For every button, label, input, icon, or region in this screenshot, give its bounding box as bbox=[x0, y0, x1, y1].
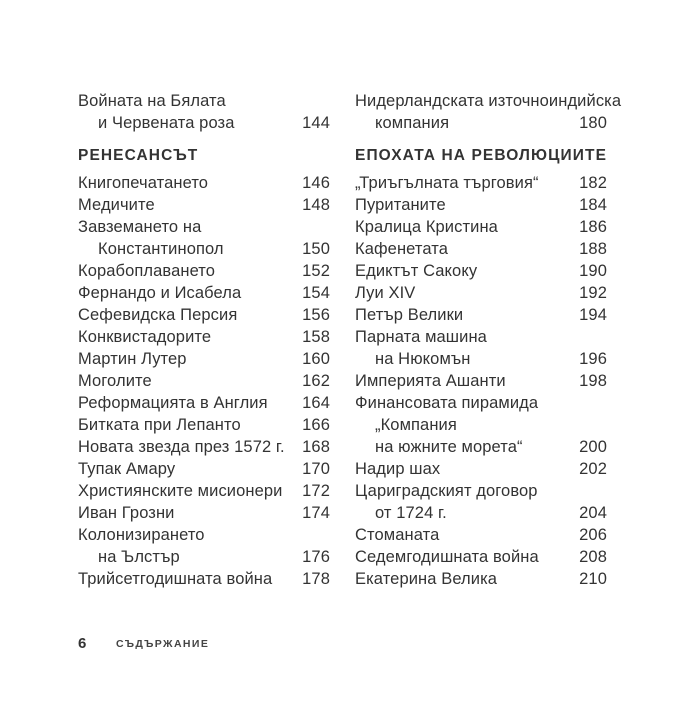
toc-entry-title: Луи XIV bbox=[355, 284, 416, 302]
toc-entry bbox=[78, 370, 330, 392]
toc-entry bbox=[78, 546, 330, 568]
toc-entry bbox=[78, 480, 330, 502]
toc-entry-page: 192 bbox=[579, 284, 607, 302]
toc-entry bbox=[78, 216, 330, 238]
toc-entry-page: 208 bbox=[579, 548, 607, 566]
toc-entry bbox=[78, 502, 330, 524]
toc-entry-title: Цариградският договор bbox=[355, 482, 538, 500]
toc-entry bbox=[355, 282, 607, 304]
toc-entry bbox=[78, 414, 330, 436]
toc-entry bbox=[78, 282, 330, 304]
toc-entry-title: на южните морета“ bbox=[375, 438, 523, 456]
toc-entry-page: 166 bbox=[302, 416, 330, 434]
toc-entry bbox=[78, 392, 330, 414]
toc-entry-title: на Нюкомън bbox=[375, 350, 471, 368]
toc-entry-title: Мартин Лутер bbox=[78, 350, 187, 368]
toc-entry-title: Новата звезда през 1572 г. bbox=[78, 438, 285, 456]
toc-entry-page: 160 bbox=[302, 350, 330, 368]
toc-entry-page: 198 bbox=[579, 372, 607, 390]
toc-entry bbox=[78, 458, 330, 480]
section-heading: РЕНЕСАНСЪТ bbox=[78, 147, 199, 164]
toc-entry-page: 174 bbox=[302, 504, 330, 522]
toc-entry bbox=[78, 568, 330, 590]
toc-entry-title: Кралица Кристина bbox=[355, 218, 498, 236]
toc-entry-title: Християнските мисионери bbox=[78, 482, 283, 500]
toc-entry-page: 180 bbox=[579, 114, 607, 132]
toc-entry bbox=[78, 238, 330, 260]
toc-entry-page: 154 bbox=[302, 284, 330, 302]
toc-entry bbox=[355, 370, 607, 392]
toc-entry bbox=[355, 502, 607, 524]
toc-entry bbox=[355, 216, 607, 238]
section-heading: ЕПОХАТА НА РЕВОЛЮЦИИТЕ bbox=[355, 147, 608, 164]
toc-entry bbox=[78, 436, 330, 458]
toc-entry bbox=[355, 480, 607, 502]
toc-entry-page: 164 bbox=[302, 394, 330, 412]
toc-entry-title: Иван Грозни bbox=[78, 504, 175, 522]
toc-entry-title: Конквистадорите bbox=[78, 328, 212, 346]
toc-entry bbox=[355, 436, 607, 458]
toc-entry-page: 146 bbox=[302, 174, 330, 192]
toc-entry-page: 162 bbox=[302, 372, 330, 390]
toc-entry-title: Моголите bbox=[78, 372, 152, 390]
toc-entry bbox=[355, 238, 607, 260]
toc-entry-title: Нидерландската източноиндийска bbox=[355, 92, 622, 110]
toc-entry-page: 200 bbox=[579, 438, 607, 456]
toc-entry-title: Медичите bbox=[78, 196, 155, 214]
toc-entry bbox=[355, 90, 622, 112]
page-number: 6 bbox=[78, 635, 87, 652]
toc-entry-title: Корабоплаването bbox=[78, 262, 216, 280]
toc-entry-title: Трийсетгодишната война bbox=[78, 570, 273, 588]
toc-entry-title: Сефевидска Персия bbox=[78, 306, 238, 324]
toc-entry-page: 158 bbox=[302, 328, 330, 346]
toc-entry-page: 206 bbox=[579, 526, 607, 544]
toc-entry-page: 194 bbox=[579, 306, 607, 324]
toc-entry bbox=[78, 172, 330, 194]
toc-entry-title: Финансовата пирамида bbox=[355, 394, 539, 412]
toc-entry bbox=[355, 326, 607, 348]
toc-entry-page: 188 bbox=[579, 240, 607, 258]
toc-entry-page: 150 bbox=[302, 240, 330, 258]
toc-entry bbox=[78, 194, 330, 216]
toc-entry-page: 168 bbox=[302, 438, 330, 456]
toc-entry-page: 196 bbox=[579, 350, 607, 368]
toc-entry bbox=[78, 90, 330, 112]
toc-entry bbox=[78, 304, 330, 326]
toc-entry-title: Книгопечатането bbox=[78, 174, 209, 192]
toc-entry-title: Колонизирането bbox=[78, 526, 205, 544]
toc-entry-title: и Червената роза bbox=[98, 114, 235, 132]
toc-entry-title: Империята Ашанти bbox=[355, 372, 506, 390]
toc-entry-title: „Компания bbox=[375, 416, 457, 434]
toc-entry-title: Реформацията в Англия bbox=[78, 394, 268, 412]
toc-entry-title: Едиктът Сакоку bbox=[355, 262, 478, 280]
toc-entry-title: „Триъгълната търговия“ bbox=[355, 174, 539, 192]
toc-entry-page: 148 bbox=[302, 196, 330, 214]
toc-entry bbox=[355, 194, 607, 216]
page-footer bbox=[78, 633, 210, 655]
toc-entry-page: 144 bbox=[302, 114, 330, 132]
toc-entry-title: Пуританите bbox=[355, 196, 446, 214]
toc-entry bbox=[355, 414, 607, 436]
toc-entry bbox=[78, 260, 330, 282]
toc-entry-page: 172 bbox=[302, 482, 330, 500]
toc-entry-title: Константинопол bbox=[98, 240, 224, 258]
toc-entry bbox=[355, 546, 607, 568]
toc-entry bbox=[78, 348, 330, 370]
toc-entry-page: 156 bbox=[302, 306, 330, 324]
toc-entry-page: 182 bbox=[579, 174, 607, 192]
toc-entry-title: Седемгодишната война bbox=[355, 548, 539, 566]
toc-entry-title: Екатерина Велика bbox=[355, 570, 498, 588]
toc-entry-page: 170 bbox=[302, 460, 330, 478]
toc-entry bbox=[78, 112, 330, 134]
toc-entry-title: Надир шах bbox=[355, 460, 441, 478]
toc-entry-title: Стоманата bbox=[355, 526, 440, 544]
toc-entry-title: компания bbox=[375, 114, 450, 132]
toc-entry-page: 176 bbox=[302, 548, 330, 566]
toc-entry bbox=[355, 524, 607, 546]
toc-entry bbox=[355, 304, 607, 326]
toc-entry bbox=[355, 172, 607, 194]
toc-entry-title: от 1724 г. bbox=[375, 504, 447, 522]
toc-entry-title: Фернандо и Исабела bbox=[78, 284, 242, 302]
toc-entry-page: 204 bbox=[579, 504, 607, 522]
toc-entry bbox=[78, 524, 330, 546]
toc-entry-title: Петър Велики bbox=[355, 306, 464, 324]
toc-entry bbox=[355, 348, 607, 370]
toc-entry-page: 210 bbox=[579, 570, 607, 588]
toc-entry-title: Тупак Амару bbox=[78, 460, 176, 478]
toc-entry bbox=[355, 568, 607, 590]
toc-entry-title: Битката при Лепанто bbox=[78, 416, 241, 434]
toc-entry-page: 186 bbox=[579, 218, 607, 236]
toc-entry-page: 178 bbox=[302, 570, 330, 588]
toc-entry-title: Кафенетата bbox=[355, 240, 449, 258]
toc-entry-page: 152 bbox=[302, 262, 330, 280]
toc-entry-page: 184 bbox=[579, 196, 607, 214]
toc-entry-page: 202 bbox=[579, 460, 607, 478]
running-section-label: СЪДЪРЖАНИЕ bbox=[116, 638, 210, 650]
toc-entry bbox=[355, 392, 607, 414]
toc-entry-title: Завземането на bbox=[78, 218, 202, 236]
toc-entry-title: Парната машина bbox=[355, 328, 487, 346]
toc-entry bbox=[355, 260, 607, 282]
toc-entry bbox=[355, 112, 607, 134]
toc-entry-page: 190 bbox=[579, 262, 607, 280]
toc-entry bbox=[78, 326, 330, 348]
toc-entry-title: на Ълстър bbox=[98, 548, 180, 566]
toc-entry-title: Войната на Бялата bbox=[78, 92, 226, 110]
toc-entry bbox=[355, 458, 607, 480]
